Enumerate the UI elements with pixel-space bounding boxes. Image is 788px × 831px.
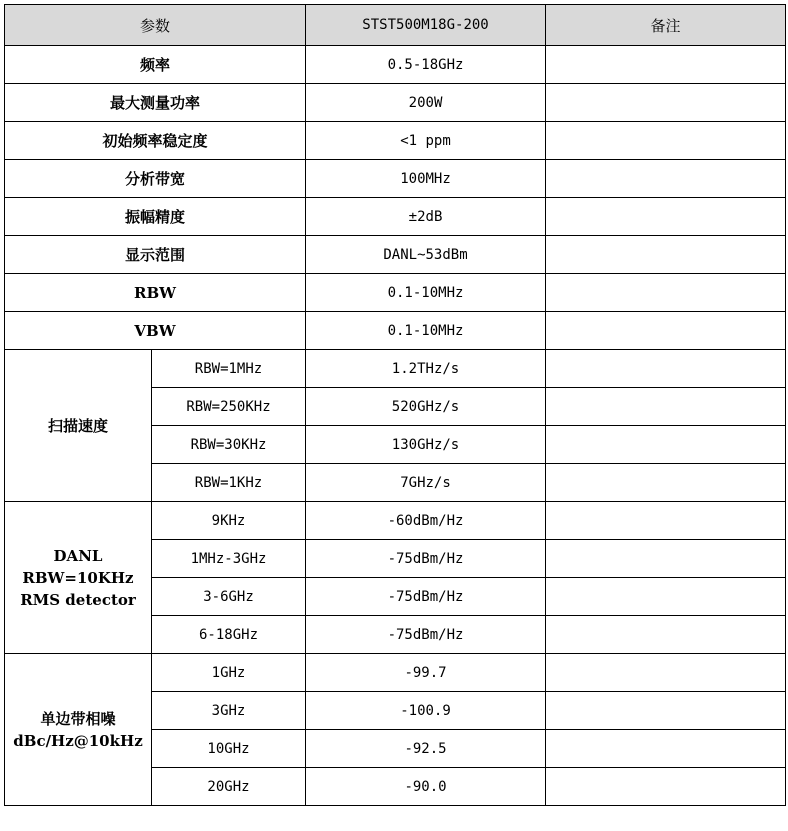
cond-cell: RBW=1MHz: [152, 350, 306, 388]
danl-param-cell: [5, 502, 152, 654]
param-cell: 分析带宽: [5, 160, 306, 198]
phase-noise-param-line2: dBc/Hz@10kHz: [13, 731, 143, 750]
param-cell: 最大测量功率: [5, 84, 306, 122]
value-cell: 0.5-18GHz: [306, 46, 546, 84]
note-cell: [546, 160, 786, 198]
note-cell: [546, 122, 786, 160]
note-cell: [546, 540, 786, 578]
value-cell: -99.7: [306, 654, 546, 692]
value-cell: -75dBm/Hz: [306, 616, 546, 654]
danl-param-line1: DANL: [53, 546, 103, 565]
cond-cell: 1GHz: [152, 654, 306, 692]
value-cell: -90.0: [306, 768, 546, 806]
value-cell: -100.9: [306, 692, 546, 730]
value-cell: <1 ppm: [306, 122, 546, 160]
value-cell: 520GHz/s: [306, 388, 546, 426]
table-row: [5, 312, 786, 350]
value-cell: 200W: [306, 84, 546, 122]
header-model: STST500M18G-200: [306, 5, 546, 46]
note-cell: [546, 312, 786, 350]
note-cell: [546, 46, 786, 84]
cond-cell: 9KHz: [152, 502, 306, 540]
note-cell: [546, 502, 786, 540]
param-cell: RBW: [5, 274, 306, 312]
cond-cell: RBW=250KHz: [152, 388, 306, 426]
value-cell: -92.5: [306, 730, 546, 768]
phase-noise-param-cell: [5, 654, 152, 806]
danl-param-line3: RMS detector: [20, 590, 136, 609]
table-row: [5, 350, 786, 388]
header-param: 参数: [5, 5, 306, 46]
table-row: [5, 502, 786, 540]
sweep-param-cell: 扫描速度: [5, 350, 152, 502]
value-cell: DANL~53dBm: [306, 236, 546, 274]
param-cell: 显示范围: [5, 236, 306, 274]
value-cell: -60dBm/Hz: [306, 502, 546, 540]
cond-cell: 20GHz: [152, 768, 306, 806]
table-row: [5, 198, 786, 236]
cond-cell: RBW=30KHz: [152, 426, 306, 464]
note-cell: [546, 388, 786, 426]
header-note: 备注: [546, 5, 786, 46]
note-cell: [546, 692, 786, 730]
value-cell: 7GHz/s: [306, 464, 546, 502]
value-cell: 100MHz: [306, 160, 546, 198]
value-cell: 0.1-10MHz: [306, 274, 546, 312]
param-cell: 振幅精度: [5, 198, 306, 236]
value-cell: 1.2THz/s: [306, 350, 546, 388]
value-cell: -75dBm/Hz: [306, 578, 546, 616]
cond-cell: 3GHz: [152, 692, 306, 730]
note-cell: [546, 654, 786, 692]
param-cell: 初始频率稳定度: [5, 122, 306, 160]
note-cell: [546, 198, 786, 236]
cond-cell: 6-18GHz: [152, 616, 306, 654]
value-cell: 130GHz/s: [306, 426, 546, 464]
value-cell: 0.1-10MHz: [306, 312, 546, 350]
note-cell: [546, 616, 786, 654]
note-cell: [546, 350, 786, 388]
table-row: [5, 236, 786, 274]
value-cell: ±2dB: [306, 198, 546, 236]
table-row: [5, 654, 786, 692]
note-cell: [546, 426, 786, 464]
table-row: [5, 122, 786, 160]
danl-param-line2: RBW=10KHz: [22, 568, 134, 587]
cond-cell: RBW=1KHz: [152, 464, 306, 502]
table-row: [5, 84, 786, 122]
cond-cell: 3-6GHz: [152, 578, 306, 616]
note-cell: [546, 236, 786, 274]
note-cell: [546, 464, 786, 502]
param-cell: VBW: [5, 312, 306, 350]
note-cell: [546, 730, 786, 768]
cond-cell: 1MHz-3GHz: [152, 540, 306, 578]
note-cell: [546, 578, 786, 616]
spec-table: [4, 4, 786, 806]
table-row: [5, 46, 786, 84]
phase-noise-param-line1: 单边带相噪: [40, 709, 116, 728]
header-row: [5, 5, 786, 46]
note-cell: [546, 84, 786, 122]
value-cell: -75dBm/Hz: [306, 540, 546, 578]
note-cell: [546, 274, 786, 312]
table-row: [5, 160, 786, 198]
table-row: [5, 274, 786, 312]
note-cell: [546, 768, 786, 806]
cond-cell: 10GHz: [152, 730, 306, 768]
param-cell: 频率: [5, 46, 306, 84]
